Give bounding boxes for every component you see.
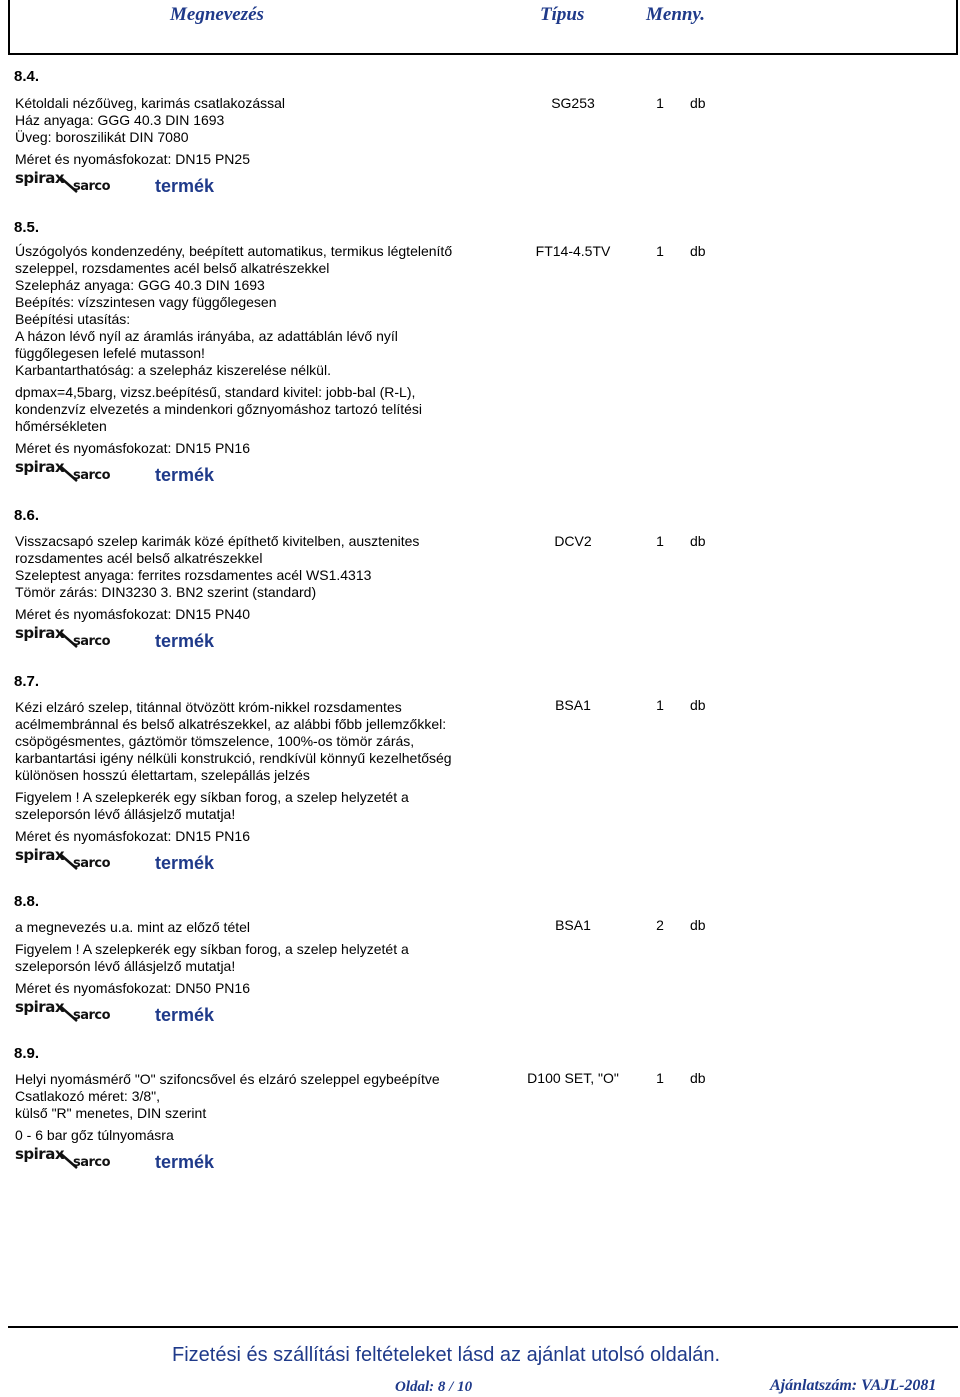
item-unit: db: [690, 95, 706, 111]
desc-line: a megnevezés u.a. mint az előző tétel: [15, 919, 251, 935]
item-qty: 1: [656, 1070, 664, 1086]
brand-row: [15, 625, 515, 651]
item-description: [15, 243, 515, 485]
product-label: termék: [155, 465, 215, 485]
item-unit: db: [690, 917, 706, 933]
desc-line: Méret és nyomásfokozat: DN15 PN16: [15, 440, 250, 456]
desc-line: Méret és nyomásfokozat: DN15 PN40: [15, 606, 250, 622]
desc-line: Kétoldali nézőüveg, karimás csatlakozással: [15, 95, 286, 111]
item-number: 8.5.: [14, 219, 40, 236]
desc-line: Figyelem ! A szelepkerék egy síkban forog, a szelep helyzetét a: [15, 941, 409, 957]
item-qty: 1: [656, 533, 664, 549]
desc-line: Figyelem ! A szelepkerék egy síkban forog, a szelep helyzetét a: [15, 789, 409, 805]
spirax-sarco-logo: spirax sarco: [15, 169, 111, 194]
desc-line: Beépítés: vízszintesen vagy függőlegesen: [15, 294, 277, 310]
desc-line: Szelepház anyaga: GGG 40.3 DIN 1693: [15, 277, 265, 293]
brand-row: [15, 999, 515, 1025]
desc-line: szeleporsón lévő állásjelző mutatja!: [15, 958, 236, 974]
header-name: Megnevezés: [170, 4, 264, 25]
item-type: SG253: [551, 95, 595, 111]
item-description: [15, 1071, 515, 1172]
item-type: BSA1: [555, 697, 591, 713]
brand-row: [15, 170, 515, 196]
spirax-sarco-logo: spirax sarco: [15, 998, 111, 1023]
desc-line: külső "R" menetes, DIN szerint: [15, 1105, 207, 1121]
item-number: 8.7.: [14, 673, 40, 690]
spirax-sarco-logo: spirax sarco: [15, 458, 111, 483]
product-label: termék: [155, 1005, 215, 1025]
item-description: [15, 95, 515, 196]
desc-line: kondenzvíz elvezetés a mindenkori gőznyomáshoz tartozó telítési: [15, 401, 422, 417]
item-qty: 2: [656, 917, 664, 933]
brand-row: [15, 1146, 515, 1172]
spirax-sarco-logo: spirax sarco: [15, 846, 111, 871]
desc-line: acélmembránnal és belső alkatrészekkel, az alábbi főbb jellemzőkkel:: [15, 716, 447, 732]
item-unit: db: [690, 697, 706, 713]
desc-line: Méret és nyomásfokozat: DN50 PN16: [15, 980, 250, 996]
desc-line: Úszógolyós kondenzedény, beépített automatikus, termikus légtelenítő: [15, 243, 453, 259]
item-unit: db: [690, 533, 706, 549]
item-unit: db: [690, 1070, 706, 1086]
desc-line: Kézi elzáró szelep, titánnal ötvözött króm-nikkel rozsdamentes: [15, 699, 402, 715]
product-label: termék: [155, 1152, 215, 1172]
footer-divider: [8, 1326, 958, 1328]
desc-line: Helyi nyomásmérő "O" szifoncsővel és elzáró szeleppel egybeépítve: [15, 1071, 440, 1087]
offer-number: Ajánlatszám: VAJL-2081: [770, 1377, 937, 1394]
item-number: 8.4.: [14, 68, 40, 85]
item-qty: 1: [656, 697, 664, 713]
item-number: 8.9.: [14, 1045, 40, 1062]
desc-line: Csatlakozó méret: 3/8",: [15, 1088, 161, 1104]
item-type: FT14-4.5TV: [535, 243, 611, 259]
item-description: [15, 699, 515, 873]
desc-line: Karbantarthatóság: a szelepház kiszerelése nélkül.: [15, 362, 331, 378]
desc-line: csöpögésmentes, gáztömör tömszelence, 100%-os tömör zárás,: [15, 733, 415, 749]
desc-line: Üveg: boroszilikát DIN 7080: [15, 129, 189, 145]
desc-line: rozsdamentes acél belső alkatrészekkel: [15, 550, 263, 566]
header-qty: Menny.: [646, 4, 705, 25]
desc-line: karbantartási igény nélküli konstrukció, rendkívül könnyű kezelhetőség: [15, 750, 452, 766]
table-header: [8, 0, 958, 55]
desc-line: Szeleptest anyaga: ferrites rozsdamentes acél WS1.4313: [15, 567, 372, 583]
terms-note: Fizetési és szállítási feltételeket lásd az ajánlat utolsó oldalán.: [172, 1344, 721, 1366]
brand-row: [15, 459, 515, 485]
item-description: [15, 533, 515, 651]
item-unit: db: [690, 243, 706, 259]
product-label: termék: [155, 631, 215, 651]
desc-line: függőlegesen lefelé mutasson!: [15, 345, 205, 361]
item-qty: 1: [656, 243, 664, 259]
page-number: Oldal: 8 / 10: [395, 1379, 473, 1395]
desc-line: Ház anyaga: GGG 40.3 DIN 1693: [15, 112, 225, 128]
desc-line: Beépítési utasítás:: [15, 311, 131, 327]
desc-line: A házon lévő nyíl az áramlás irányába, az adattáblán lévő nyíl: [15, 328, 398, 344]
desc-line: hőmérsékleten: [15, 418, 107, 434]
spirax-sarco-logo: spirax sarco: [15, 1145, 111, 1170]
desc-line: Tömör zárás: DIN3230 3. BN2 szerint (standard): [15, 584, 317, 600]
desc-line: Méret és nyomásfokozat: DN15 PN16: [15, 828, 250, 844]
item-number: 8.6.: [14, 507, 40, 524]
product-label: termék: [155, 176, 215, 196]
desc-line: Visszacsapó szelep karimák közé építhető kivitelben, ausztenites: [15, 533, 420, 549]
item-qty: 1: [656, 95, 664, 111]
item-type: DCV2: [554, 533, 592, 549]
desc-line: különösen hosszú élettartam, szelepállás jelzés: [15, 767, 310, 783]
item-type: BSA1: [555, 917, 591, 933]
item-type: D100 SET, "O": [527, 1070, 619, 1086]
desc-line: dpmax=4,5barg, vizsz.beépítésű, standard kivitel: jobb-bal (R-L),: [15, 384, 416, 400]
item-number: 8.8.: [14, 893, 40, 910]
brand-row: [15, 847, 515, 873]
desc-line: szeleppel, rozsdamentes acél belső alkatrészekkel: [15, 260, 330, 276]
product-label: termék: [155, 853, 215, 873]
desc-line: 0 - 6 bar gőz túlnyomásra: [15, 1127, 174, 1143]
desc-line: Méret és nyomásfokozat: DN15 PN25: [15, 151, 250, 167]
spirax-sarco-logo: spirax sarco: [15, 624, 111, 649]
desc-line: szeleporsón lévő állásjelző mutatja!: [15, 806, 236, 822]
header-type: Típus: [540, 4, 585, 25]
item-description: [15, 919, 515, 1025]
